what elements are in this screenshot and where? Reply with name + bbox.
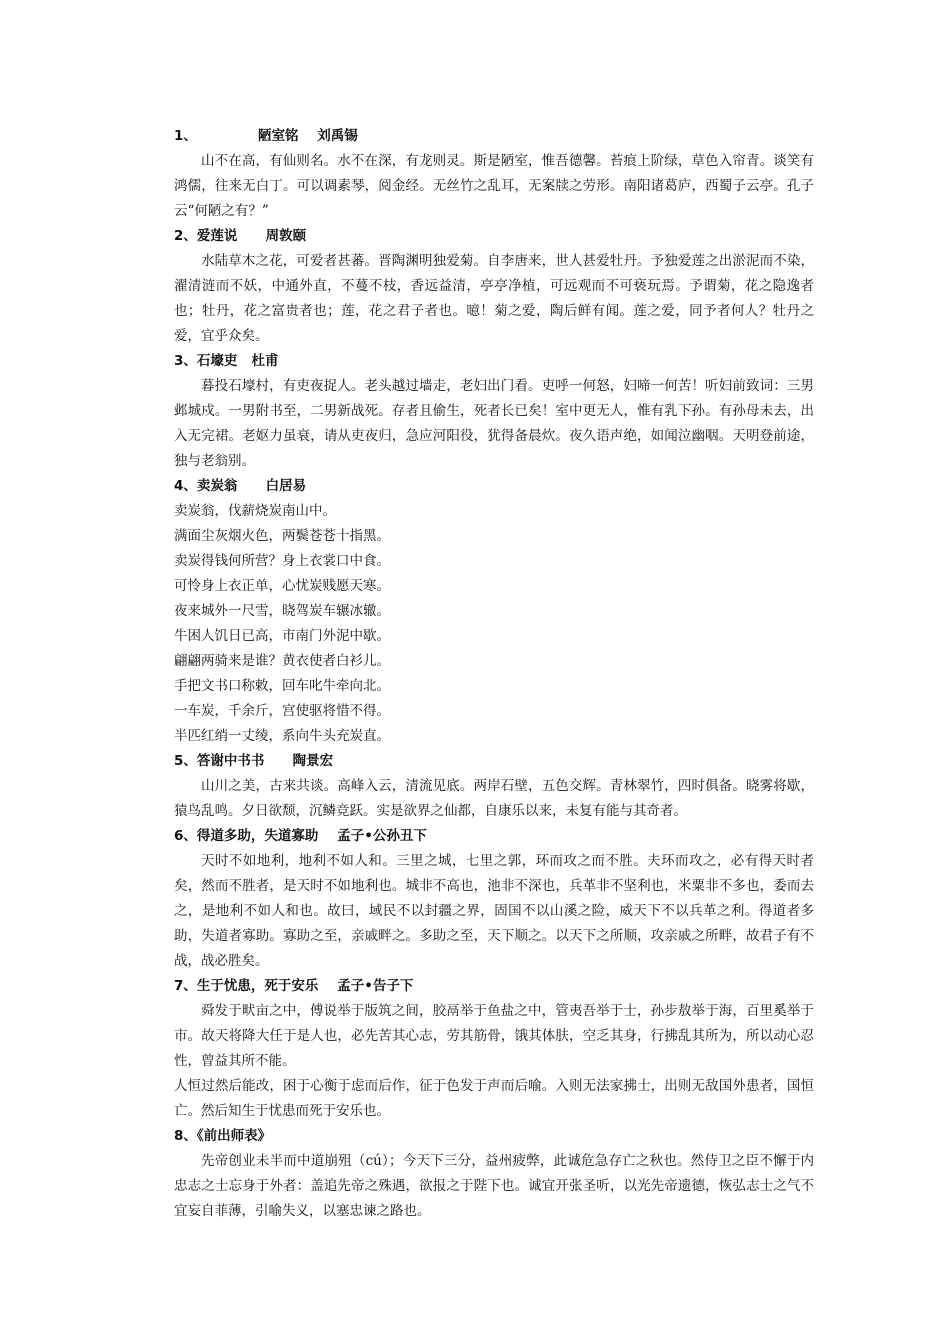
section-paragraph: 天时不如地利，地利不如人和。三里之城，七里之郭，环而攻之而不胜。夫环而攻之，必有得天时者矣，然而不胜者，是天时不如地利也。城非不高也，池非不深也，兵革非不坚利也，米粟非不多也，委而去之，是地利不如人和也。故曰，域民不以封疆之界，固国不以山溪之险，威天下不以兵革之利。得道者多助，失道者寡助。寡助之至，亲戚畔之。多助之至，天下顺之。以天下之所顺，攻亲戚之所畔，故君子有不战，战必胜矣。 — [174, 853, 814, 969]
poem-line: 夜来城外一尺雪，晓驾炭车辗冰辙。 — [174, 603, 390, 619]
section-1 — [174, 124, 814, 224]
section-heading: 4、卖炭翁 白居易 — [174, 478, 307, 494]
section-paragraph: 人恒过然后能改，困于心衡于虑而后作，征于色发于声而后喻。入则无法家拂士，出则无敌国外患者，国恒亡。然后知生于忧患而死于安乐也。 — [174, 1078, 814, 1119]
poem-line: 半匹红绡一丈绫，系向牛头充炭直。 — [174, 728, 390, 744]
poem-line: 牛困人饥日已高，市南门外泥中歇。 — [174, 628, 390, 644]
section-5 — [174, 749, 814, 824]
poem-line: 翩翩两骑来是谁？黄衣使者白衫儿。 — [174, 653, 390, 669]
poem-line: 手把文书口称敕，回车叱牛牵向北。 — [174, 678, 390, 694]
section-paragraph: 先帝创业未半而中道崩殂（cú）；今天下三分，益州疲弊，此诚危急存亡之秋也。然侍卫之臣不懈于内忠志之士忘身于外者：盖追先帝之殊遇，欲报之于陛下也。诚宜开张圣听，以光先帝遗德，恢弘志士之气不宜妄自菲薄，引喻失义，以塞忠谏之路也。 — [174, 1153, 814, 1219]
section-heading: 2、爱莲说 周敦颐 — [174, 228, 307, 244]
section-6 — [174, 824, 814, 974]
section-heading: 6、得道多助，失道寡助 孟子•公孙丑下 — [174, 828, 427, 844]
section-7 — [174, 974, 814, 1124]
poem-line: 满面尘灰烟火色，两鬓苍苍十指黑。 — [174, 528, 390, 544]
section-heading: 8、《前出师表》 — [174, 1128, 272, 1144]
poem-line: 卖炭翁，伐薪烧炭南山中。 — [174, 503, 336, 519]
section-paragraph: 舜发于畎亩之中，傅说举于版筑之间，胶鬲举于鱼盐之中，管夷吾举于士，孙步敖举于海，百里奚举于市。故天将降大任于是人也，必先苦其心志，劳其筋骨，饿其体肤，空乏其身，行拂乱其所为，所以动心忍性，曾益其所不能。 — [174, 1003, 814, 1069]
section-heading: 1、 陋室铭 刘禹锡 — [174, 128, 358, 144]
poem-line: 一车炭，千余斤，宫使驱将惜不得。 — [174, 703, 390, 719]
section-paragraph: 水陆草木之花，可爱者甚蕃。晋陶渊明独爱菊。自李唐来，世人甚爱牡丹。予独爱莲之出淤泥而不染，濯清涟而不妖，中通外直，不蔓不枝，香远益清，亭亭净植，可远观而不可亵玩焉。予谓菊，花之隐逸者也；牡丹，花之富贵者也；莲，花之君子者也。噫！菊之爱，陶后鲜有闻。莲之爱，同予者何人？牡丹之爱，宜乎众矣。 — [174, 253, 814, 344]
section-2 — [174, 224, 814, 349]
poem-line: 可怜身上衣正单，心忧炭贱愿天寒。 — [174, 578, 390, 594]
section-heading: 7、生于忧患，死于安乐 孟子•告子下 — [174, 978, 414, 994]
poem-line: 卖炭得钱何所营？身上衣裳口中食。 — [174, 553, 390, 569]
document-body — [174, 124, 814, 1224]
section-heading: 3、石壕吏 杜甫 — [174, 353, 279, 369]
section-paragraph: 山不在高，有仙则名。水不在深，有龙则灵。斯是陋室，惟吾德馨。苔痕上阶绿，草色入帘青。谈笑有鸿儒，往来无白丁。可以调素琴，阅金经。无丝竹之乱耳，无案牍之劳形。南阳诸葛庐，西蜀子云亭。孔子云“何陋之有？” — [174, 153, 814, 219]
section-8 — [174, 1124, 814, 1224]
section-heading: 5、答谢中书书 陶景宏 — [174, 753, 334, 769]
section-3 — [174, 349, 814, 474]
section-paragraph: 暮投石壕村，有吏夜捉人。老头越过墙走，老妇出门看。吏呼一何怒，妇啼一何苦！听妇前致词：三男邺城戍。一男附书至，二男新战死。存者且偷生，死者长已矣！室中更无人，惟有乳下孙。有孙母未去，出入无完裙。老妪力虽衰，请从吏夜归，急应河阳役，犹得备晨炊。夜久语声绝，如闻泣幽咽。天明登前途，独与老翁别。 — [174, 378, 814, 469]
section-paragraph: 山川之美，古来共谈。高峰入云，清流见底。两岸石壁，五色交辉。青林翠竹，四时俱备。晓雾将歇，猿鸟乱鸣。夕日欲颓，沉鳞竞跃。实是欲界之仙都，自康乐以来，未复有能与其奇者。 — [174, 778, 814, 819]
section-4 — [174, 474, 814, 749]
